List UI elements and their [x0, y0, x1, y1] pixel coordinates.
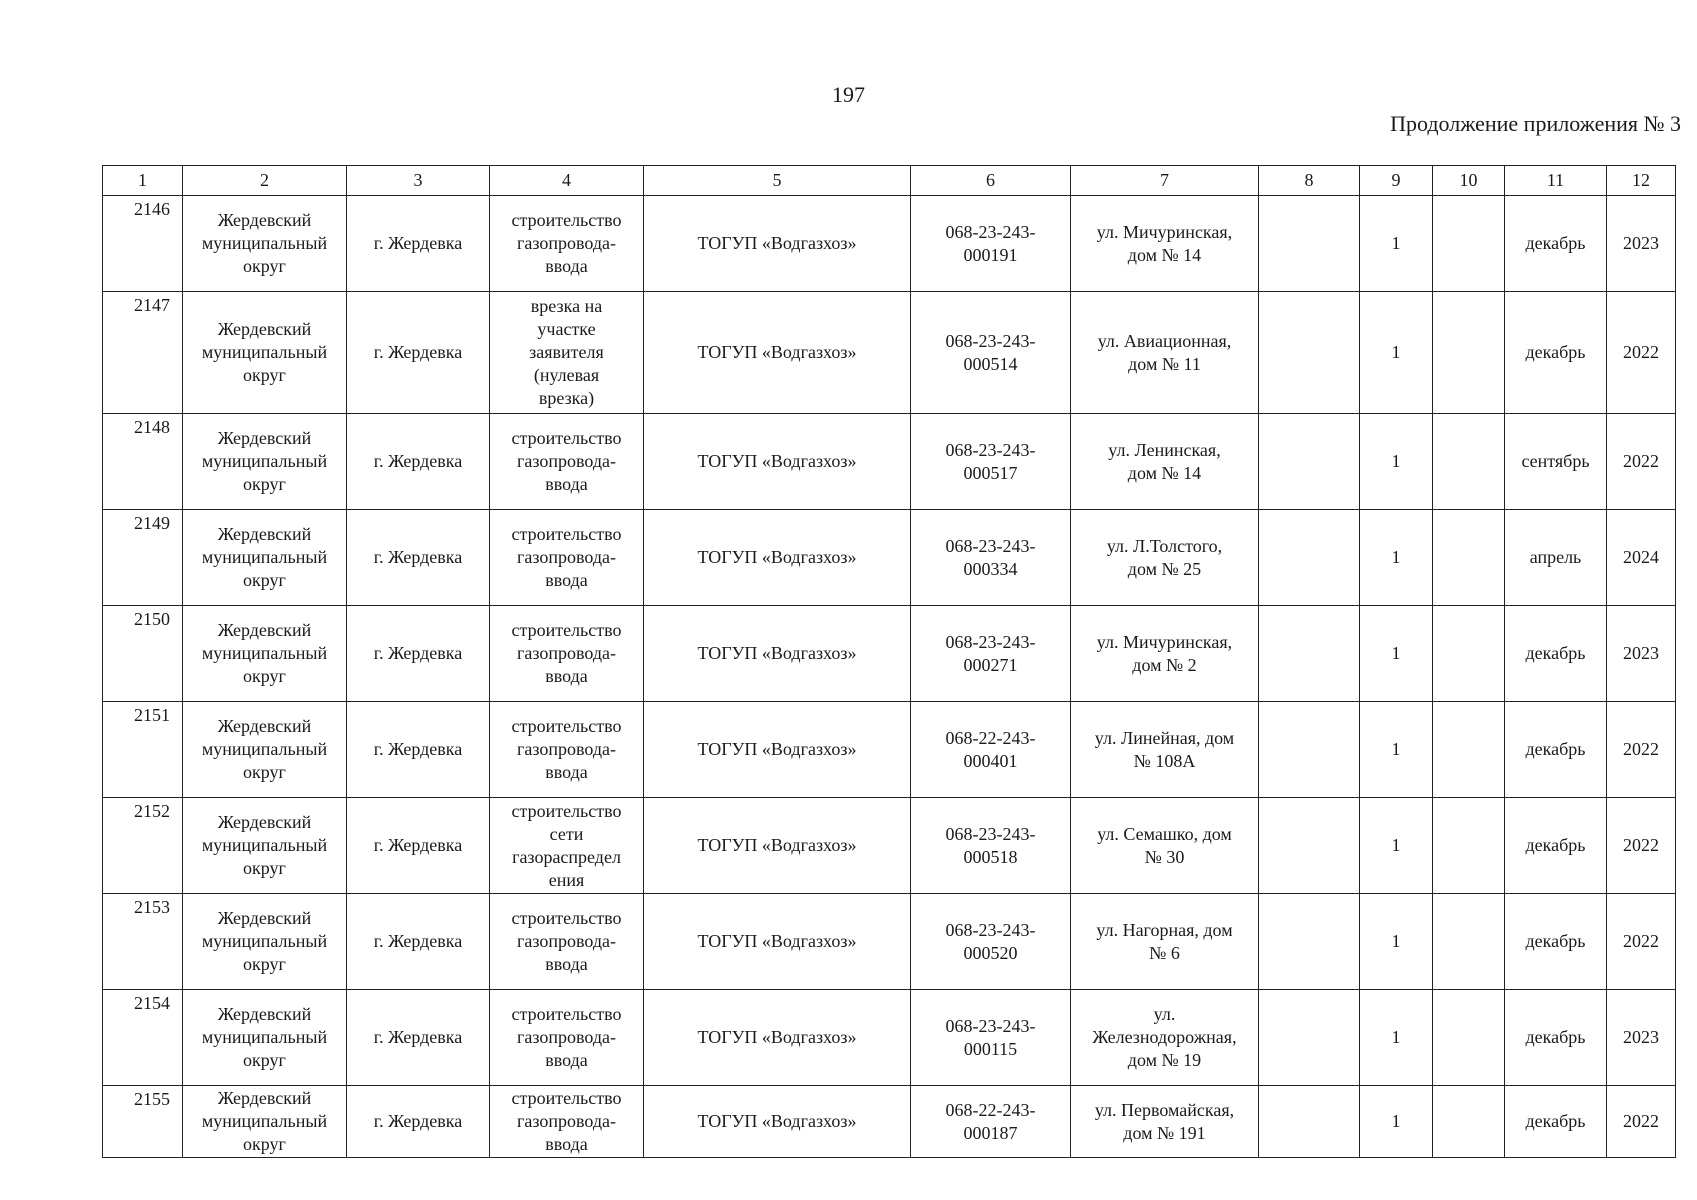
cell-work-type — [490, 894, 644, 990]
quantity-text: 1 — [1391, 739, 1401, 759]
organization-text: ТОГУП «Водгазхоз» — [697, 739, 857, 759]
cell-district — [183, 990, 347, 1086]
locality-text: г. Жердевка — [373, 931, 463, 951]
cell-locality — [347, 292, 490, 414]
column-header-5: 5 — [644, 166, 911, 196]
record-number-text: 2150 — [134, 609, 170, 629]
cell-quantity — [1360, 702, 1433, 798]
organization-text: ТОГУП «Водгазхоз» — [697, 931, 857, 951]
cell-month — [1505, 196, 1607, 292]
cell-work-type — [490, 990, 644, 1086]
year-text: 2022 — [1623, 835, 1659, 855]
table-row — [103, 196, 1676, 292]
table-row — [103, 414, 1676, 510]
month-text: декабрь — [1525, 739, 1586, 759]
locality-text: г. Жердевка — [373, 1111, 463, 1131]
table-row — [103, 292, 1676, 414]
cell-locality — [347, 702, 490, 798]
cell-column-8-value — [1259, 1086, 1360, 1158]
cell-month — [1505, 798, 1607, 894]
cell-request-number — [911, 798, 1071, 894]
month-text: сентябрь — [1521, 451, 1590, 471]
cell-district — [183, 798, 347, 894]
work-type-text: врезка на участке заявителя (нулевая врезка) — [529, 296, 604, 408]
organization-text: ТОГУП «Водгазхоз» — [697, 233, 857, 253]
record-number-text: 2151 — [134, 705, 170, 725]
cell-address — [1071, 414, 1259, 510]
cell-work-type — [490, 1086, 644, 1158]
month-text: декабрь — [1525, 342, 1586, 362]
appendix-note: Продолжение приложения № 3 — [1390, 111, 1681, 136]
record-number-text: 2153 — [134, 897, 170, 917]
cell-month — [1505, 414, 1607, 510]
cell-month — [1505, 990, 1607, 1086]
cell-quantity — [1360, 510, 1433, 606]
record-number-text: 2148 — [134, 417, 170, 437]
cell-district — [183, 196, 347, 292]
cell-column-10-value — [1433, 196, 1505, 292]
work-type-text: строительство газопровода- ввода — [511, 716, 622, 782]
cell-quantity — [1360, 292, 1433, 414]
cell-column-8-value — [1259, 510, 1360, 606]
registry-table — [102, 165, 1676, 1158]
table-row — [103, 702, 1676, 798]
cell-address — [1071, 894, 1259, 990]
table-row — [103, 606, 1676, 702]
cell-organization — [644, 414, 911, 510]
cell-year — [1607, 510, 1676, 606]
cell-column-10-value — [1433, 510, 1505, 606]
cell-work-type — [490, 702, 644, 798]
cell-address — [1071, 798, 1259, 894]
locality-text: г. Жердевка — [373, 1027, 463, 1047]
cell-request-number — [911, 196, 1071, 292]
address-text: ул. Линейная, дом № 108А — [1094, 727, 1235, 771]
organization-text: ТОГУП «Водгазхоз» — [697, 451, 857, 471]
cell-organization — [644, 798, 911, 894]
work-type-text: строительство газопровода- ввода — [511, 210, 622, 276]
cell-locality — [347, 510, 490, 606]
table-body — [103, 196, 1676, 1158]
cell-locality — [347, 1086, 490, 1158]
year-text: 2022 — [1623, 931, 1659, 951]
cell-request-number — [911, 894, 1071, 990]
cell-year — [1607, 196, 1676, 292]
cell-quantity — [1360, 196, 1433, 292]
organization-text: ТОГУП «Водгазхоз» — [697, 342, 857, 362]
cell-column-10-value — [1433, 894, 1505, 990]
cell-record-number — [103, 292, 183, 414]
cell-organization — [644, 606, 911, 702]
cell-address — [1071, 196, 1259, 292]
year-text: 2023 — [1623, 233, 1659, 253]
request-number-text: 068-23-243- 000115 — [945, 1015, 1036, 1059]
cell-column-8-value — [1259, 702, 1360, 798]
cell-locality — [347, 990, 490, 1086]
cell-column-10-value — [1433, 1086, 1505, 1158]
address-text: ул. Мичуринская, дом № 14 — [1096, 221, 1233, 265]
district-text: Жердевский муниципальный округ — [201, 812, 328, 878]
month-text: декабрь — [1525, 931, 1586, 951]
record-number-text: 2146 — [134, 199, 170, 219]
cell-record-number — [103, 702, 183, 798]
address-text: ул. Семашко, дом № 30 — [1097, 823, 1232, 867]
cell-district — [183, 894, 347, 990]
work-type-text: строительство сети газораспредел ения — [511, 800, 622, 890]
address-text: ул. Первомайская, дом № 191 — [1094, 1099, 1235, 1143]
locality-text: г. Жердевка — [373, 451, 463, 471]
quantity-text: 1 — [1391, 1111, 1401, 1131]
work-type-text: строительство газопровода- ввода — [511, 524, 622, 590]
district-text: Жердевский муниципальный округ — [201, 319, 328, 385]
cell-work-type — [490, 510, 644, 606]
organization-text: ТОГУП «Водгазхоз» — [697, 1111, 857, 1131]
cell-request-number — [911, 702, 1071, 798]
cell-request-number — [911, 510, 1071, 606]
cell-address — [1071, 1086, 1259, 1158]
district-text: Жердевский муниципальный округ — [201, 620, 328, 686]
organization-text: ТОГУП «Водгазхоз» — [697, 643, 857, 663]
record-number-text: 2154 — [134, 993, 170, 1013]
request-number-text: 068-23-243- 000191 — [945, 221, 1036, 265]
work-type-text: строительство газопровода- ввода — [511, 428, 622, 494]
cell-record-number — [103, 414, 183, 510]
cell-record-number — [103, 1086, 183, 1158]
cell-column-10-value — [1433, 798, 1505, 894]
quantity-text: 1 — [1391, 342, 1401, 362]
cell-column-8-value — [1259, 292, 1360, 414]
cell-year — [1607, 414, 1676, 510]
month-text: апрель — [1529, 547, 1582, 567]
cell-column-8-value — [1259, 798, 1360, 894]
locality-text: г. Жердевка — [373, 739, 463, 759]
cell-month — [1505, 510, 1607, 606]
cell-column-10-value — [1433, 292, 1505, 414]
cell-request-number — [911, 606, 1071, 702]
cell-work-type — [490, 798, 644, 894]
cell-year — [1607, 990, 1676, 1086]
cell-organization — [644, 292, 911, 414]
locality-text: г. Жердевка — [373, 233, 463, 253]
cell-organization — [644, 702, 911, 798]
locality-text: г. Жердевка — [373, 835, 463, 855]
organization-text: ТОГУП «Водгазхоз» — [697, 1027, 857, 1047]
column-header-10: 10 — [1433, 166, 1505, 196]
year-text: 2022 — [1623, 739, 1659, 759]
record-number-text: 2152 — [134, 801, 170, 821]
cell-work-type — [490, 414, 644, 510]
cell-column-8-value — [1259, 196, 1360, 292]
quantity-text: 1 — [1391, 1027, 1401, 1047]
year-text: 2024 — [1623, 547, 1659, 567]
district-text: Жердевский муниципальный округ — [201, 1004, 328, 1070]
address-text: ул. Л.Толстого, дом № 25 — [1106, 535, 1223, 579]
column-header-8: 8 — [1259, 166, 1360, 196]
year-text: 2023 — [1623, 1027, 1659, 1047]
cell-quantity — [1360, 894, 1433, 990]
cell-address — [1071, 990, 1259, 1086]
cell-address — [1071, 510, 1259, 606]
cell-district — [183, 702, 347, 798]
cell-district — [183, 292, 347, 414]
column-header-12: 12 — [1607, 166, 1676, 196]
cell-year — [1607, 606, 1676, 702]
cell-organization — [644, 1086, 911, 1158]
organization-text: ТОГУП «Водгазхоз» — [697, 547, 857, 567]
request-number-text: 068-23-243- 000514 — [945, 330, 1036, 374]
cell-address — [1071, 702, 1259, 798]
year-text: 2022 — [1623, 342, 1659, 362]
cell-request-number — [911, 292, 1071, 414]
request-number-text: 068-23-243- 000517 — [945, 439, 1036, 483]
cell-year — [1607, 798, 1676, 894]
cell-month — [1505, 894, 1607, 990]
locality-text: г. Жердевка — [373, 643, 463, 663]
column-header-1: 1 — [103, 166, 183, 196]
table-row — [103, 990, 1676, 1086]
district-text: Жердевский муниципальный округ — [201, 716, 328, 782]
month-text: декабрь — [1525, 835, 1586, 855]
cell-request-number — [911, 414, 1071, 510]
cell-column-8-value — [1259, 990, 1360, 1086]
district-text: Жердевский муниципальный округ — [201, 210, 328, 276]
cell-quantity — [1360, 798, 1433, 894]
cell-request-number — [911, 1086, 1071, 1158]
cell-column-10-value — [1433, 702, 1505, 798]
record-number-text: 2155 — [134, 1089, 170, 1109]
cell-locality — [347, 606, 490, 702]
quantity-text: 1 — [1391, 931, 1401, 951]
request-number-text: 068-22-243- 000401 — [945, 727, 1036, 771]
cell-year — [1607, 292, 1676, 414]
district-text: Жердевский муниципальный округ — [201, 524, 328, 590]
column-header-2: 2 — [183, 166, 347, 196]
address-text: ул. Железнодорожная, дом № 19 — [1092, 1004, 1237, 1070]
request-number-text: 068-22-243- 000187 — [945, 1099, 1036, 1143]
column-header-9: 9 — [1360, 166, 1433, 196]
month-text: декабрь — [1525, 643, 1586, 663]
table-row — [103, 510, 1676, 606]
cell-locality — [347, 894, 490, 990]
month-text: декабрь — [1525, 233, 1586, 253]
month-text: декабрь — [1525, 1027, 1586, 1047]
quantity-text: 1 — [1391, 547, 1401, 567]
cell-record-number — [103, 606, 183, 702]
cell-district — [183, 414, 347, 510]
organization-text: ТОГУП «Водгазхоз» — [697, 835, 857, 855]
cell-record-number — [103, 894, 183, 990]
cell-column-8-value — [1259, 606, 1360, 702]
locality-text: г. Жердевка — [373, 547, 463, 567]
cell-quantity — [1360, 606, 1433, 702]
cell-work-type — [490, 196, 644, 292]
work-type-text: строительство газопровода- ввода — [511, 1088, 622, 1154]
year-text: 2022 — [1623, 451, 1659, 471]
year-text: 2022 — [1623, 1111, 1659, 1131]
cell-district — [183, 606, 347, 702]
cell-quantity — [1360, 1086, 1433, 1158]
record-number-text: 2147 — [134, 295, 170, 315]
request-number-text: 068-23-243- 000518 — [945, 823, 1036, 867]
cell-column-10-value — [1433, 414, 1505, 510]
request-number-text: 068-23-243- 000271 — [945, 631, 1036, 675]
cell-month — [1505, 1086, 1607, 1158]
cell-column-8-value — [1259, 894, 1360, 990]
table-row — [103, 798, 1676, 894]
locality-text: г. Жердевка — [373, 342, 463, 362]
quantity-text: 1 — [1391, 643, 1401, 663]
cell-organization — [644, 196, 911, 292]
table-row — [103, 894, 1676, 990]
district-text: Жердевский муниципальный округ — [201, 908, 328, 974]
month-text: декабрь — [1525, 1111, 1586, 1131]
record-number-text: 2149 — [134, 513, 170, 533]
cell-organization — [644, 990, 911, 1086]
cell-quantity — [1360, 414, 1433, 510]
address-text: ул. Мичуринская, дом № 2 — [1096, 631, 1233, 675]
column-header-7: 7 — [1071, 166, 1259, 196]
cell-record-number — [103, 990, 183, 1086]
address-text: ул. Авиационная, дом № 11 — [1097, 330, 1232, 374]
district-text: Жердевский муниципальный округ — [201, 428, 328, 494]
cell-organization — [644, 894, 911, 990]
cell-record-number — [103, 798, 183, 894]
request-number-text: 068-23-243- 000520 — [945, 919, 1036, 963]
address-text: ул. Нагорная, дом № 6 — [1096, 919, 1233, 963]
cell-locality — [347, 196, 490, 292]
cell-locality — [347, 414, 490, 510]
quantity-text: 1 — [1391, 451, 1401, 471]
cell-year — [1607, 702, 1676, 798]
cell-column-8-value — [1259, 414, 1360, 510]
column-header-11: 11 — [1505, 166, 1607, 196]
column-header-6: 6 — [911, 166, 1071, 196]
column-header-4: 4 — [490, 166, 644, 196]
cell-quantity — [1360, 990, 1433, 1086]
cell-record-number — [103, 510, 183, 606]
cell-work-type — [490, 606, 644, 702]
column-header-3: 3 — [347, 166, 490, 196]
cell-month — [1505, 702, 1607, 798]
cell-year — [1607, 1086, 1676, 1158]
work-type-text: строительство газопровода- ввода — [511, 620, 622, 686]
cell-district — [183, 510, 347, 606]
address-text: ул. Ленинская, дом № 14 — [1108, 439, 1221, 483]
work-type-text: строительство газопровода- ввода — [511, 1004, 622, 1070]
quantity-text: 1 — [1391, 835, 1401, 855]
page-number: 197 — [832, 82, 865, 107]
header-row — [103, 166, 1676, 196]
request-number-text: 068-23-243- 000334 — [945, 535, 1036, 579]
cell-organization — [644, 510, 911, 606]
cell-locality — [347, 798, 490, 894]
cell-address — [1071, 292, 1259, 414]
cell-request-number — [911, 990, 1071, 1086]
table-row — [103, 1086, 1676, 1158]
work-type-text: строительство газопровода- ввода — [511, 908, 622, 974]
cell-address — [1071, 606, 1259, 702]
cell-column-10-value — [1433, 990, 1505, 1086]
year-text: 2023 — [1623, 643, 1659, 663]
cell-month — [1505, 292, 1607, 414]
quantity-text: 1 — [1391, 233, 1401, 253]
cell-work-type — [490, 292, 644, 414]
cell-year — [1607, 894, 1676, 990]
cell-district — [183, 1086, 347, 1158]
cell-record-number — [103, 196, 183, 292]
cell-column-10-value — [1433, 606, 1505, 702]
district-text: Жердевский муниципальный округ — [201, 1088, 328, 1154]
cell-month — [1505, 606, 1607, 702]
